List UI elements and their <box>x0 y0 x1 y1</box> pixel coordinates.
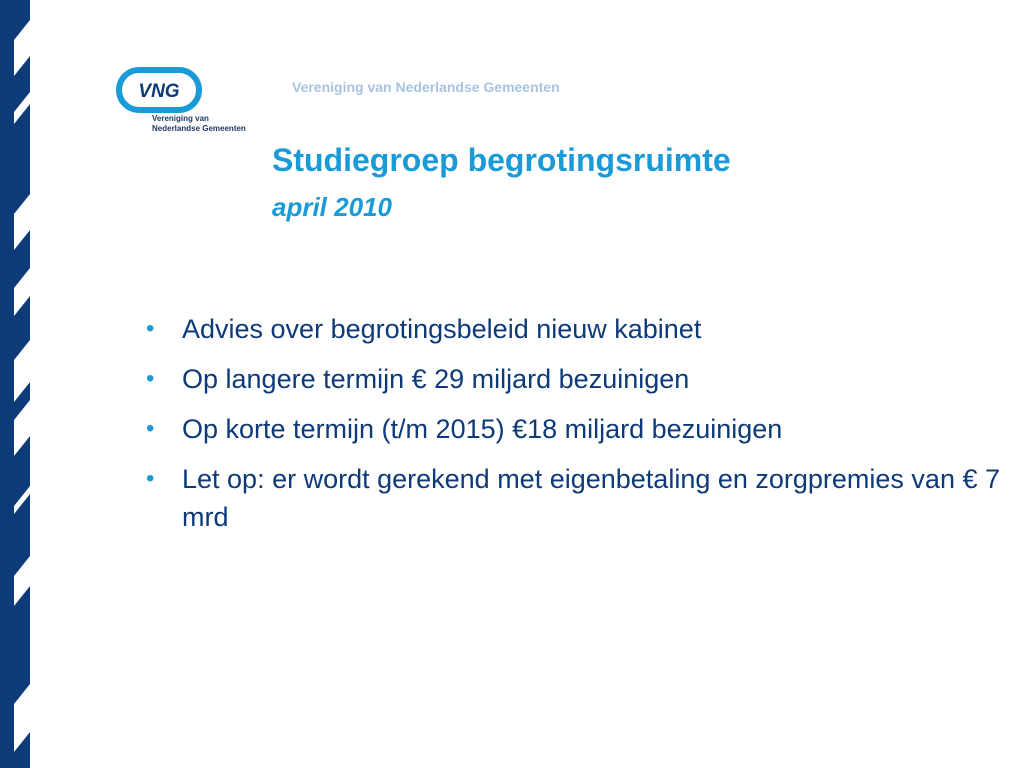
bullet-text: Op korte termijn (t/m 2015) €18 miljard bezuinigen <box>182 414 783 444</box>
bullet-text: Op langere termijn € 29 miljard bezuinigen <box>182 364 690 394</box>
organization-name: Vereniging van Nederlandse Gemeenten <box>292 79 560 95</box>
bullet-list <box>146 310 1006 548</box>
bullet-item <box>146 460 1006 536</box>
vng-logo <box>116 66 256 138</box>
vng-logo-mark <box>116 66 206 114</box>
bullet-text: Let op: er wordt gerekend met eigenbetaling en zorgpremies van € 7 mrd <box>182 464 1001 532</box>
bullet-item <box>146 310 1006 348</box>
logo-caption-line-1: Vereniging van <box>152 114 209 123</box>
decorative-stripe <box>0 0 30 768</box>
bullet-item <box>146 410 1006 448</box>
logo-caption <box>152 114 262 134</box>
bullet-item <box>146 360 1006 398</box>
bullet-icon: • <box>146 465 155 492</box>
bullet-icon: • <box>146 365 155 392</box>
bullet-icon: • <box>146 315 155 342</box>
slide-subtitle: april 2010 <box>272 192 392 222</box>
logo-caption-line-2: Nederlandse Gemeenten <box>152 124 246 133</box>
slide-title: Studiegroep begrotingsruimte <box>272 142 731 178</box>
bullet-icon: • <box>146 415 155 442</box>
vng-logo-mark-text: VNG <box>138 81 180 102</box>
bullet-text: Advies over begrotingsbeleid nieuw kabinet <box>182 314 702 344</box>
